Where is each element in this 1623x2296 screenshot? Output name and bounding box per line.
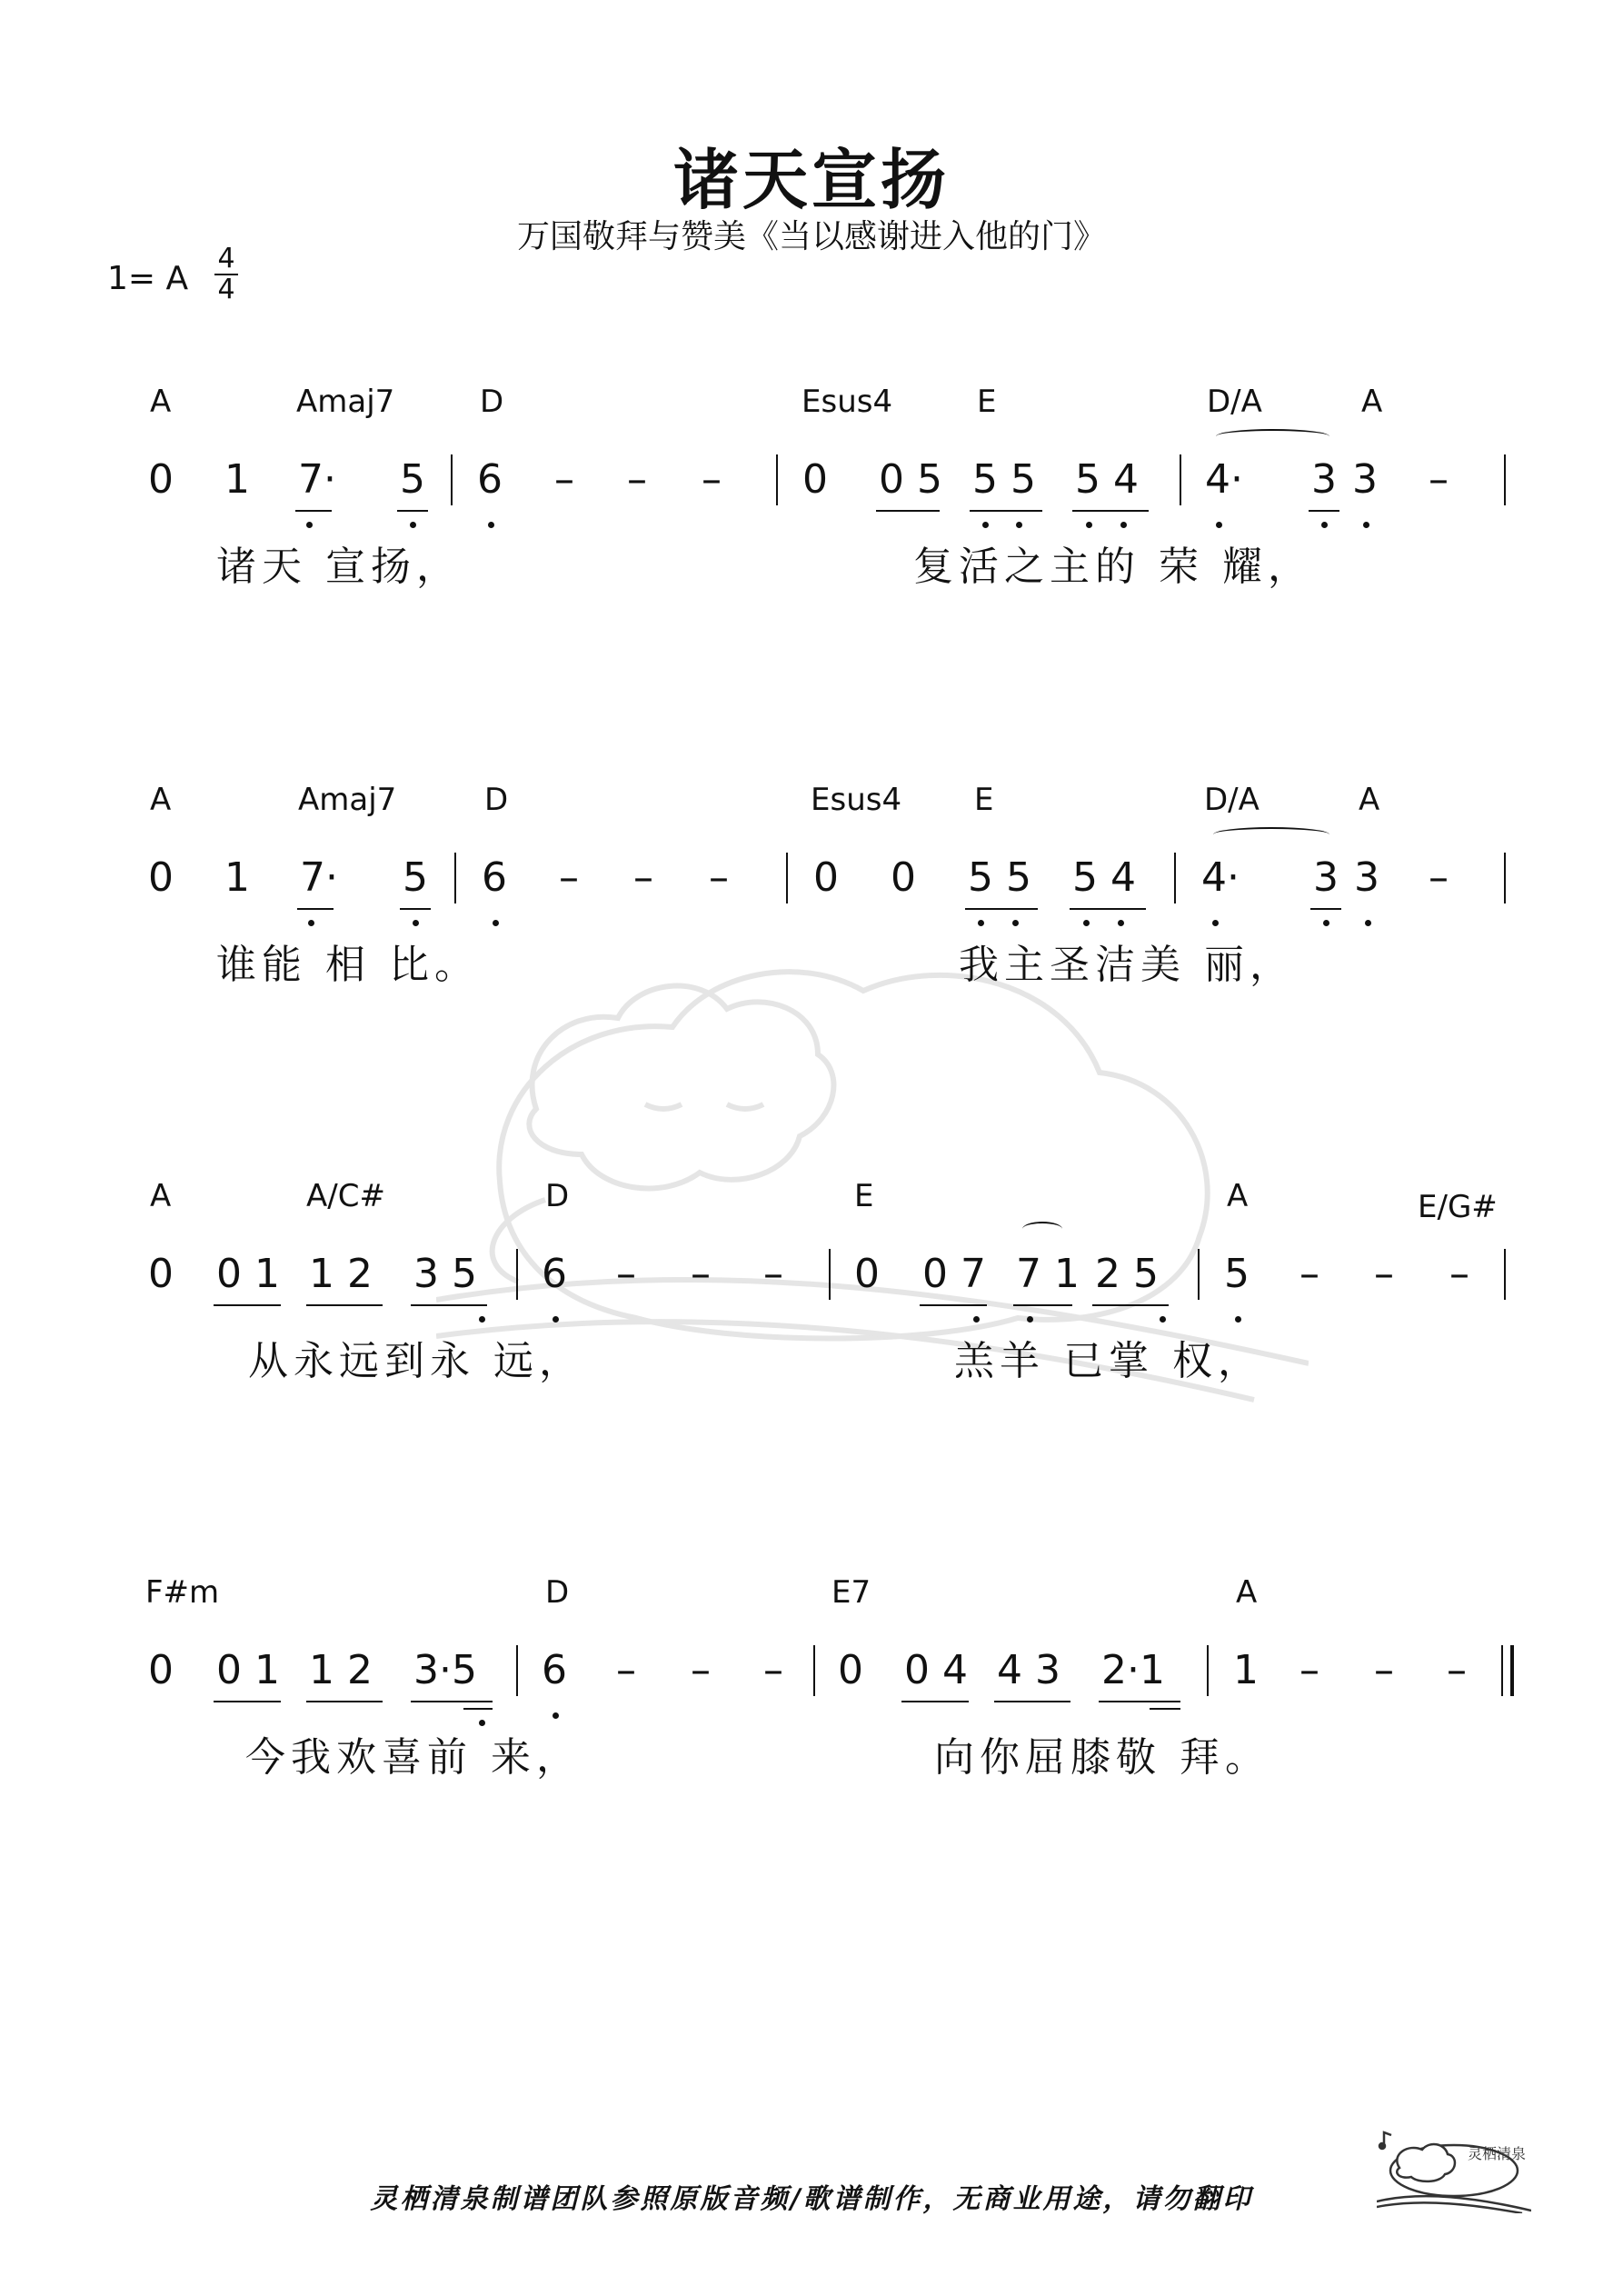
chord: D (484, 782, 509, 818)
chord: A (1236, 1574, 1258, 1611)
note: 4 3 (997, 1647, 1060, 1693)
meter-top: 4 (217, 243, 235, 275)
note: – (1429, 854, 1449, 901)
note: – (627, 456, 647, 503)
note: – (1374, 1647, 1394, 1693)
chord: D (545, 1178, 570, 1214)
chord: E (854, 1178, 874, 1214)
note: – (633, 854, 653, 901)
note: 3 (1354, 854, 1379, 901)
note: – (702, 456, 722, 503)
note: – (763, 1647, 783, 1693)
song-subtitle: 万国敬拜与赞美《当以感谢进入他的门》 (516, 218, 1106, 255)
note: – (1449, 1251, 1469, 1297)
chord: A (150, 384, 172, 420)
chord: E7 (831, 1574, 871, 1611)
note: 6 (542, 1647, 567, 1693)
chord: E (974, 782, 994, 818)
note: 1 (224, 456, 250, 503)
note: – (559, 854, 579, 901)
note: 3 (1313, 854, 1339, 901)
note: 0 (148, 1251, 174, 1297)
note: 0 (838, 1647, 863, 1693)
note: – (691, 1251, 711, 1297)
chord: D/A (1204, 782, 1260, 818)
note: 4· (1205, 456, 1243, 503)
system-1 (0, 384, 1623, 656)
key-signature: 1= A (107, 260, 189, 297)
note: 0 (148, 854, 174, 901)
note: 5 5 (968, 854, 1031, 901)
lyric-line: 从永远到永 远， (248, 1338, 584, 1384)
chord: A/C# (306, 1178, 385, 1214)
note: – (1374, 1251, 1394, 1297)
note: 3 (1352, 456, 1378, 503)
time-signature (214, 245, 238, 304)
chord: A (150, 782, 172, 818)
footer-note: 灵栖清泉制谱团队参照原版音频/歌谱制作，无商业用途，请勿翻印 (370, 2183, 1253, 2215)
lyric-line: 复活之主的 荣 耀， (913, 544, 1313, 590)
note: 0 7 (922, 1251, 986, 1297)
system-2 (0, 782, 1623, 1054)
note: – (1299, 1251, 1319, 1297)
chord: A (150, 1178, 172, 1214)
note: 0 (148, 456, 174, 503)
song-title: 诸天宣扬 (672, 142, 950, 218)
meter-bottom: 4 (217, 274, 235, 305)
note: 2·1 (1101, 1647, 1165, 1693)
note: – (616, 1251, 636, 1297)
note: – (709, 854, 729, 901)
note: 1 2 (309, 1647, 373, 1693)
note: 0 (148, 1647, 174, 1693)
note: 7· (298, 456, 336, 503)
note: 5 (1224, 1251, 1250, 1297)
note: 5 4 (1075, 456, 1139, 503)
note: – (554, 456, 574, 503)
lyric-line: 诸天 宣扬， (216, 544, 462, 590)
lyric-line: 向你屈膝敬 拜。 (934, 1734, 1270, 1781)
note: 5 (403, 854, 428, 901)
chord: E/G# (1418, 1189, 1498, 1225)
note: 7 1 (1016, 1251, 1080, 1297)
note: 0 1 (216, 1647, 280, 1693)
chord: D (545, 1574, 570, 1611)
note: 6 (542, 1251, 567, 1297)
chord: Amaj7 (298, 782, 397, 818)
note: 0 (813, 854, 839, 901)
logo-text: 灵栖清泉 (1468, 2145, 1527, 2162)
note: 5 4 (1072, 854, 1136, 901)
note: 0 (802, 456, 828, 503)
note: 3·5 (413, 1647, 477, 1693)
chord: A (1361, 384, 1383, 420)
lyric-line: 谁能 相 比。 (216, 942, 480, 988)
note: 0 1 (216, 1251, 280, 1297)
note: – (763, 1251, 783, 1297)
note: – (1429, 456, 1449, 503)
note: – (1299, 1647, 1319, 1693)
note: 1 (1233, 1647, 1259, 1693)
note: 5 (400, 456, 425, 503)
note: 0 5 (879, 456, 942, 503)
chord: E (977, 384, 997, 420)
system-3 (0, 1178, 1623, 1451)
note: 3 5 (413, 1251, 477, 1297)
chord: Esus4 (802, 384, 893, 420)
note: – (691, 1647, 711, 1693)
note: 2 5 (1095, 1251, 1159, 1297)
chord: A (1227, 1178, 1249, 1214)
note: – (616, 1647, 636, 1693)
chord: D/A (1207, 384, 1262, 420)
note: 1 2 (309, 1251, 373, 1297)
note: – (1447, 1647, 1467, 1693)
lyric-line: 羔羊 已掌 权， (954, 1338, 1263, 1384)
chord: Esus4 (811, 782, 902, 818)
note: 4· (1201, 854, 1240, 901)
note: 0 (854, 1251, 880, 1297)
note: 1 (224, 854, 250, 901)
chord: D (480, 384, 504, 420)
note: 5 5 (972, 456, 1036, 503)
note: 6 (477, 456, 503, 503)
lyric-line: 今我欢喜前 来， (245, 1734, 582, 1781)
chord: A (1359, 782, 1380, 818)
chord: Amaj7 (296, 384, 395, 420)
note: 7· (300, 854, 338, 901)
note: 6 (482, 854, 507, 901)
note: 0 4 (904, 1647, 968, 1693)
note: 0 (891, 854, 916, 901)
chord: F#m (145, 1574, 220, 1611)
note: 3 (1311, 456, 1337, 503)
lyric-line: 我主圣洁美 丽， (959, 942, 1295, 988)
system-4 (0, 1574, 1623, 1847)
